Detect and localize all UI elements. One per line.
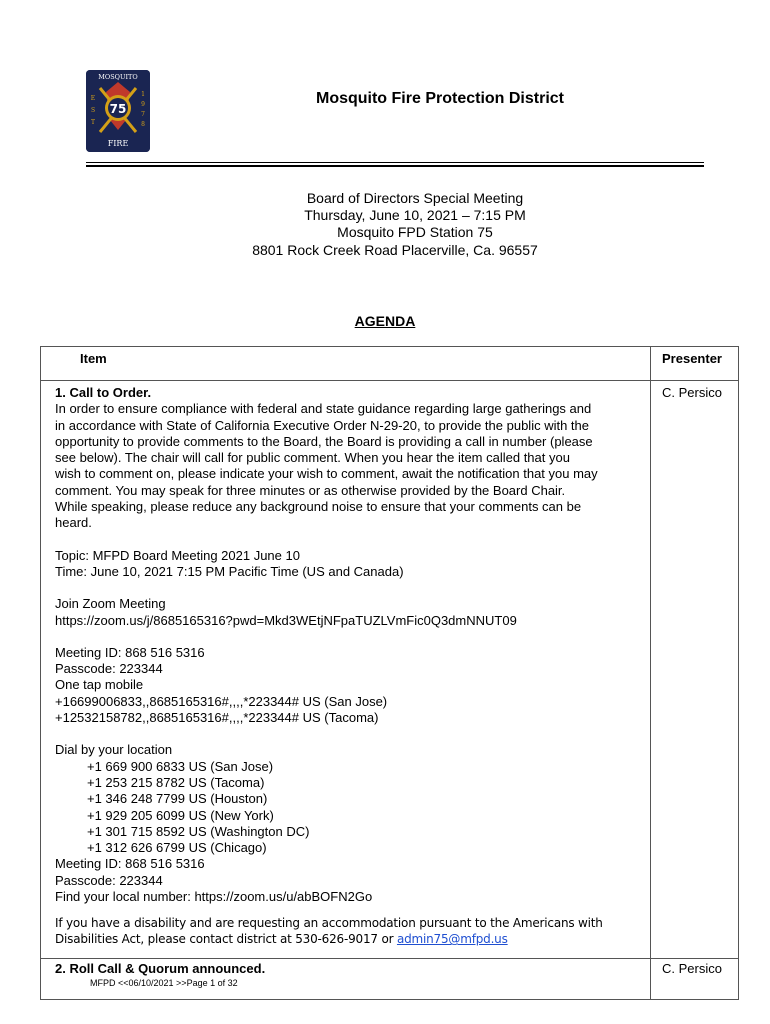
meeting-location: Mosquito FPD Station 75 [337, 224, 493, 240]
accessibility-note-line: If you have a disability and are requesting an accommodation pursuant to the Americans with [55, 916, 603, 931]
one-tap-number: +16699006833,,8685165316#,,,,*223344# US (San Jose) [55, 693, 388, 709]
svg-text:8: 8 [141, 121, 145, 128]
item-1-para-line: in accordance with State of California Executive Order N-29-20, to provide the public with the [55, 417, 589, 433]
dial-number: +1 346 248 7799 US (Houston) [87, 791, 268, 807]
meeting-address: 8801 Rock Creek Road Placerville, Ca. 96557 [252, 242, 538, 258]
find-local-number: Find your local number: https://zoom.us/u/abBOFN2Go [55, 889, 373, 905]
admin-email-link[interactable]: admin75@mfpd.us [396, 932, 508, 947]
zoom-topic: Topic: MFPD Board Meeting 2021 June 10 [55, 547, 300, 563]
zoom-join-link[interactable]: https://zoom.us/j/8685165316?pwd=Mkd3WEtjNFpaTUZLVmFic0Q3dmNNUT09 [55, 612, 517, 628]
item-1-heading: 1. Call to Order. [55, 385, 152, 400]
fire-badge-icon [86, 70, 150, 152]
table-header-divider [40, 380, 738, 381]
meeting-title: Board of Directors Special Meeting [306, 190, 524, 206]
logo-bottom-text: FIRE [107, 139, 129, 148]
dial-number: +1 669 900 6833 US (San Jose) [87, 758, 274, 774]
meeting-datetime: Thursday, June 10, 2021 – 7:15 PM [304, 207, 526, 223]
col-header-presenter: Presenter [662, 351, 722, 366]
dial-label: Dial by your location [55, 742, 173, 758]
agenda-item-1 [55, 385, 647, 947]
item-1-para-line: opportunity to provide comments to the Board, the Board is providing a call in number (please [55, 433, 593, 449]
accessibility-note-line: Disabilities Act, please contact district at 530-626-9017 or admin75@mfpd.us [55, 932, 508, 947]
item-1-para-line: In order to ensure compliance with federal and state guidance regarding large gatherings and [55, 401, 592, 417]
zoom-time: Time: June 10, 2021 7:15 PM Pacific Time (US and Canada) [55, 563, 404, 579]
zoom-passcode-2: Passcode: 223344 [55, 872, 163, 888]
one-tap-label: One tap mobile [55, 677, 144, 693]
svg-text:S: S [90, 107, 96, 114]
zoom-passcode: Passcode: 223344 [55, 661, 163, 677]
header-divider [86, 162, 704, 163]
table-row-divider [40, 958, 738, 959]
svg-text:T: T [90, 119, 96, 126]
item-1-para-line: While speaking, please reduce any background noise to ensure that your comments can be [55, 499, 582, 515]
svg-text:1: 1 [141, 91, 145, 98]
table-column-divider [650, 346, 651, 1000]
svg-text:E: E [90, 95, 96, 102]
item-2-heading: 2. Roll Call & Quorum announced. [55, 961, 266, 976]
item-1-para-line: heard. [55, 515, 92, 531]
zoom-meeting-id: Meeting ID: 868 516 5316 [55, 644, 205, 660]
dial-number: +1 301 715 8592 US (Washington DC) [87, 823, 310, 839]
item-1-para-line: see below). The chair will call for public comment. When you hear the item called that you [55, 450, 570, 466]
dial-number: +1 312 626 6799 US (Chicago) [87, 840, 267, 856]
logo-top-text: MOSQUITO [98, 73, 138, 81]
item-1-presenter: C. Persico [662, 385, 722, 400]
item-1-para-line: wish to comment on, please indicate your wish to comment, await the notification that you may [55, 466, 598, 482]
item-1-para-line: comment. You may speak for three minutes or as otherwise provided by the Board Chair. [55, 482, 566, 498]
svg-text:7: 7 [141, 111, 145, 118]
logo-number: 75 [109, 102, 127, 116]
page-footer: MFPD <<06/10/2021 >>Page 1 of 32 [90, 978, 238, 988]
dial-number: +1 253 215 8782 US (Tacoma) [87, 774, 265, 790]
item-2-presenter: C. Persico [662, 961, 722, 976]
col-header-item: Item [80, 351, 107, 366]
zoom-join-label: Join Zoom Meeting [55, 596, 166, 612]
one-tap-number: +12532158782,,8685165316#,,,,*223344# US (Tacoma) [55, 710, 379, 726]
dial-number: +1 929 205 6099 US (New York) [87, 807, 274, 823]
zoom-meeting-id-2: Meeting ID: 868 516 5316 [55, 856, 205, 872]
header-divider-thick [86, 165, 704, 167]
agenda-title: AGENDA [354, 313, 416, 329]
district-logo [86, 70, 150, 152]
svg-text:9: 9 [141, 101, 145, 108]
org-title: Mosquito Fire Protection District [315, 90, 564, 107]
